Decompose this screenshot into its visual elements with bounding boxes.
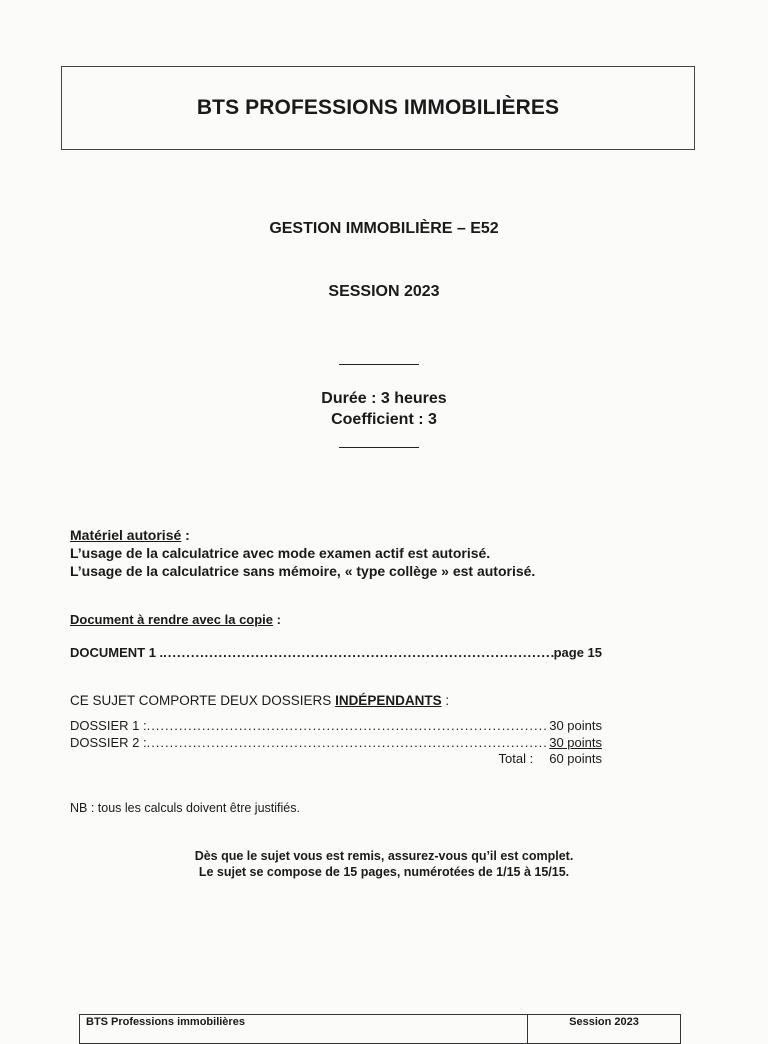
duration-block bbox=[0, 388, 768, 430]
document-rendre-heading bbox=[70, 612, 281, 627]
footer-right: Session 2023 bbox=[527, 1015, 680, 1043]
exam-session: SESSION 2023 bbox=[328, 283, 440, 300]
materiel-colon: : bbox=[181, 527, 190, 543]
document-rendre-label: Document à rendre avec la copie bbox=[70, 612, 274, 627]
dossier-1-row bbox=[70, 718, 602, 733]
dossiers-intro-end: : bbox=[441, 693, 450, 708]
dossier-2-row bbox=[70, 735, 602, 750]
warning-line-1: Dès que le sujet vous est remis, assurez-vous qu’il est complet. bbox=[194, 849, 574, 863]
divider-bottom bbox=[339, 447, 419, 448]
divider-top bbox=[339, 364, 419, 365]
leader-dots bbox=[147, 718, 550, 733]
leader-dots bbox=[147, 735, 550, 750]
dossier-1-label: DOSSIER 1 : bbox=[70, 718, 147, 733]
dossiers-intro-emphasis: INDÉPENDANTS bbox=[335, 693, 442, 708]
materiel-label: Matériel autorisé bbox=[70, 527, 182, 543]
footer-left: BTS Professions immobilières bbox=[86, 1016, 245, 1028]
dossiers-intro bbox=[70, 693, 449, 708]
materiel-section bbox=[70, 526, 535, 580]
materiel-line-2: L’usage de la calculatrice sans mémoire, « type collège » est autorisé. bbox=[70, 563, 536, 579]
document-1-page: page 15 bbox=[553, 645, 602, 660]
dossier-2-label: DOSSIER 2 : bbox=[70, 735, 147, 750]
warning-line-2: Le sujet se compose de 15 pages, numérotées de 1/15 à 15/15. bbox=[198, 865, 570, 879]
total-row bbox=[70, 751, 602, 766]
calculation-note: NB : tous les calculs doivent être justifiés. bbox=[70, 801, 300, 815]
total-points: 60 points bbox=[549, 751, 602, 766]
exam-subject: GESTION IMMOBILIÈRE – E52 bbox=[269, 220, 499, 237]
document-rendre-colon: : bbox=[273, 612, 281, 627]
materiel-line-1: L’usage de la calculatrice avec mode examen actif est autorisé. bbox=[70, 545, 491, 561]
document-1-label: DOCUMENT 1 . bbox=[70, 645, 164, 660]
page-title: BTS PROFESSIONS IMMOBILIÈRES bbox=[196, 96, 560, 119]
dossier-1-points: 30 points bbox=[549, 718, 602, 733]
document-1-row bbox=[70, 645, 602, 660]
title-box bbox=[61, 66, 695, 150]
exam-coefficient: Coefficient : 3 bbox=[331, 411, 437, 428]
total-label: Total : bbox=[498, 751, 534, 766]
dossiers-intro-text: CE SUJET COMPORTE DEUX DOSSIERS bbox=[70, 693, 336, 708]
page-footer bbox=[79, 1014, 681, 1044]
dossier-2-points: 30 points bbox=[549, 735, 602, 750]
completeness-warning bbox=[0, 848, 768, 880]
leader-dots bbox=[163, 645, 553, 660]
exam-duration: Durée : 3 heures bbox=[321, 390, 447, 407]
